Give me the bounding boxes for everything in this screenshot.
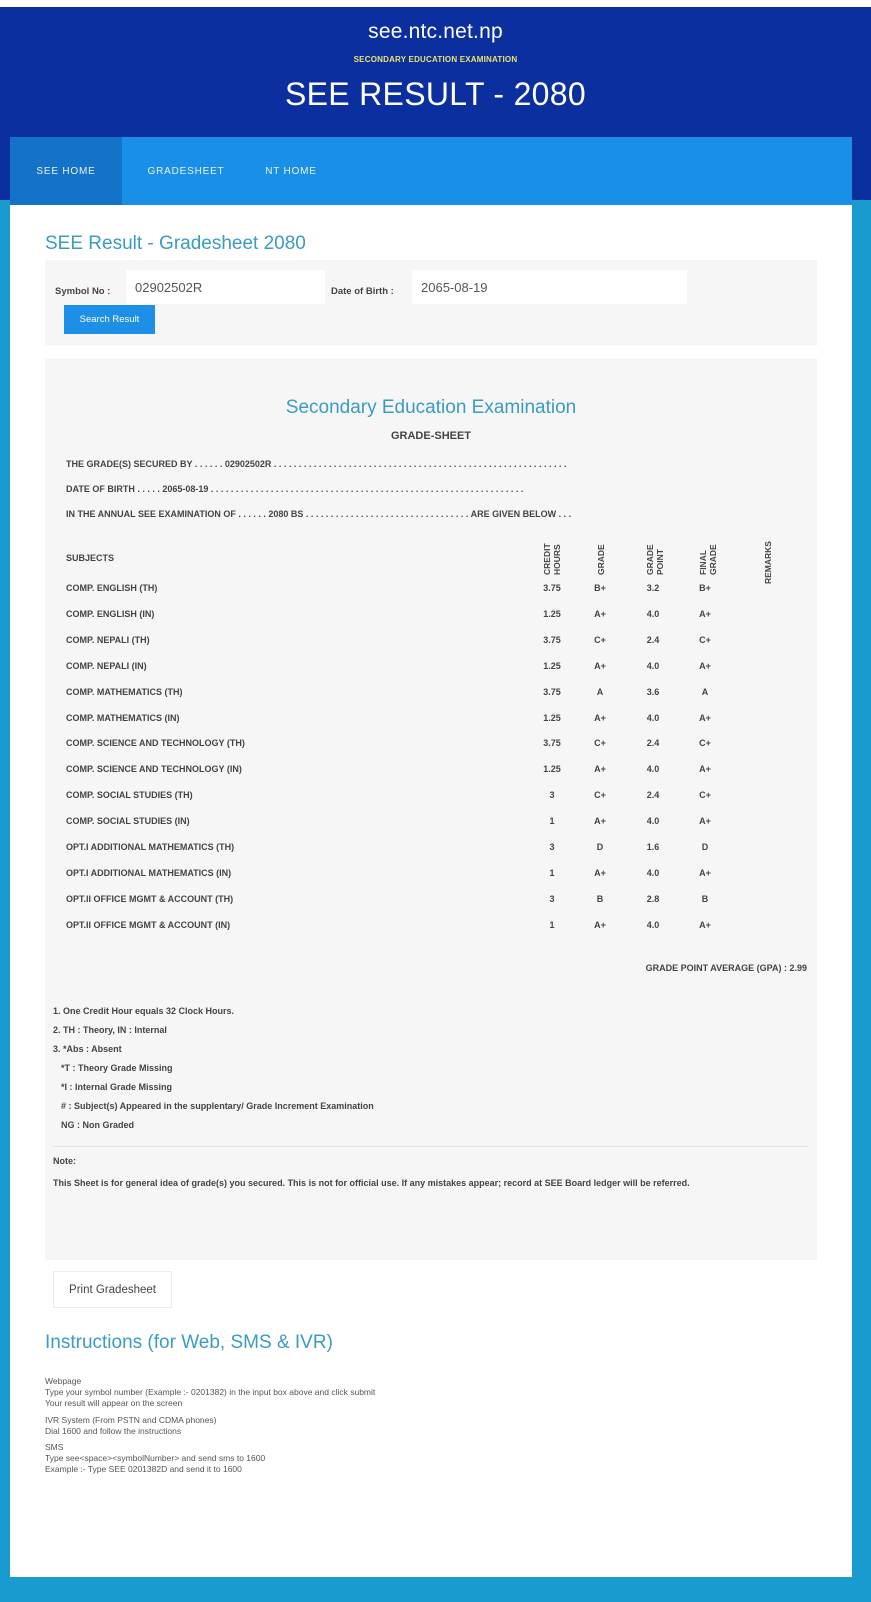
legend-item: *T : Theory Grade Missing bbox=[61, 1063, 173, 1073]
subject-cell: OPT.I ADDITIONAL MATHEMATICS (TH) bbox=[66, 842, 235, 852]
instr-line: IVR System (From PSTN and CDMA phones) bbox=[45, 1415, 217, 1425]
grade-point-cell: 4.0 bbox=[646, 660, 660, 671]
final-grade-cell: C+ bbox=[699, 634, 711, 645]
legend-item: 3. *Abs : Absent bbox=[53, 1044, 122, 1054]
table-row bbox=[45, 816, 817, 842]
instr-line: Type your symbol number (Example :- 0201382) in the input box above and click submit bbox=[45, 1387, 376, 1397]
grade-cell: B+ bbox=[594, 583, 606, 593]
main-container bbox=[10, 205, 852, 1577]
table-row bbox=[45, 868, 817, 894]
grade-cell: A+ bbox=[594, 712, 606, 723]
grade-point-cell: 3.6 bbox=[646, 686, 660, 697]
grade-cell: A+ bbox=[594, 816, 606, 827]
exam-line: IN THE ANNUAL SEE EXAMINATION OF . . . . . . 2080 BS . . . . . . . . . . . . . . . . . . . . . . . . . . . . . . . . . ARE GIVEN BELOW . . . bbox=[66, 509, 572, 519]
instr-line: Type see<space><symbolNumber> and send sms to 1600 bbox=[45, 1453, 266, 1463]
credit-cell: 3.75 bbox=[543, 738, 561, 749]
instr-line: Dial 1600 and follow the instructions bbox=[45, 1426, 182, 1436]
table-row bbox=[45, 920, 817, 946]
instructions-title: Instructions (for Web, SMS & IVR) bbox=[45, 1332, 333, 1353]
credit-cell: 1.25 bbox=[543, 712, 561, 723]
gradesheet-panel bbox=[45, 358, 817, 1260]
credit-cell: 3.75 bbox=[543, 634, 561, 645]
grade-cell: D bbox=[596, 842, 604, 852]
grade-cell: A+ bbox=[594, 764, 606, 775]
gradesheet-title: Secondary Education Examination bbox=[285, 397, 577, 418]
credit-cell: 3.75 bbox=[543, 686, 561, 697]
subject-cell: OPT.II OFFICE MGMT & ACCOUNT (TH) bbox=[66, 893, 234, 904]
instructions-ivr bbox=[45, 1415, 216, 1437]
credit-cell: 3.75 bbox=[543, 583, 561, 593]
final-grade-cell: A+ bbox=[699, 816, 711, 827]
gpa-value: GRADE POINT AVERAGE (GPA) : 2.99 bbox=[645, 963, 807, 973]
table-row bbox=[45, 687, 817, 713]
note-text: This Sheet is for general idea of grade(s) you secured. This is not for official use. If any mistakes appear; record at SEE Board ledger will be referred. bbox=[53, 1178, 690, 1188]
table-row bbox=[45, 609, 817, 635]
credit-cell: 1 bbox=[549, 867, 555, 878]
table-row bbox=[45, 713, 817, 739]
final-grade-cell: A bbox=[701, 686, 709, 697]
credit-cell: 1.25 bbox=[543, 764, 561, 775]
search-heading: SEE Result - Gradesheet 2080 bbox=[45, 233, 306, 254]
dob-label: Date of Birth : bbox=[331, 286, 394, 297]
grade-cell: A+ bbox=[594, 660, 606, 671]
table-row bbox=[45, 583, 817, 609]
grade-point-cell: 2.4 bbox=[646, 738, 660, 749]
subject-cell: COMP. NEPALI (TH) bbox=[66, 634, 150, 645]
credit-cell: 3 bbox=[549, 790, 555, 801]
final-grade-cell: A+ bbox=[699, 712, 711, 723]
instr-line: Webpage bbox=[45, 1376, 82, 1386]
top-strip bbox=[0, 0, 871, 7]
nav-nt-home[interactable]: NT HOME bbox=[265, 165, 317, 177]
print-gradesheet-button[interactable]: Print Gradesheet bbox=[53, 1271, 172, 1308]
divider bbox=[53, 1146, 809, 1147]
nav-gradesheet[interactable]: GRADESHEET bbox=[147, 165, 225, 177]
navbar bbox=[10, 137, 852, 205]
secured-by-line: THE GRADE(S) SECURED BY . . . . . . 02902502R . . . . . . . . . . . . . . . . . . . . . . . . . . . . . . . . . . . . . . . . . . . . . . . . . . . . . . . . . . . bbox=[66, 459, 567, 469]
site-name: see.ntc.net.np bbox=[368, 20, 503, 43]
final-grade-cell: A+ bbox=[699, 867, 711, 878]
page-title: SEE RESULT - 2080 bbox=[285, 76, 586, 112]
subject-cell: COMP. SOCIAL STUDIES (TH) bbox=[66, 790, 193, 801]
credit-cell: 3 bbox=[549, 893, 555, 904]
grade-point-cell: 4.0 bbox=[646, 867, 660, 878]
subject-cell: COMP. MATHEMATICS (IN) bbox=[66, 712, 180, 723]
final-grade-cell: A+ bbox=[699, 608, 711, 619]
nav-see-home[interactable]: SEE HOME bbox=[10, 137, 122, 205]
table-row bbox=[45, 842, 817, 868]
grade-cell: C+ bbox=[594, 738, 606, 749]
subject-cell: OPT.II OFFICE MGMT & ACCOUNT (IN) bbox=[66, 919, 231, 930]
final-grade-cell: D bbox=[701, 842, 709, 852]
search-result-button[interactable]: Search Result bbox=[64, 305, 155, 334]
credit-cell: 1.25 bbox=[543, 660, 561, 671]
grade-point-cell: 2.4 bbox=[646, 634, 660, 645]
legend-item: *I : Internal Grade Missing bbox=[61, 1082, 173, 1092]
subject-cell: COMP. ENGLISH (TH) bbox=[66, 583, 158, 593]
table-row bbox=[45, 661, 817, 687]
grade-point-cell: 2.8 bbox=[646, 893, 660, 904]
grade-cell: A+ bbox=[594, 919, 606, 930]
grade-cell: B bbox=[596, 893, 604, 904]
subject-cell: COMP. ENGLISH (IN) bbox=[66, 608, 155, 619]
final-grade-cell: B+ bbox=[699, 583, 711, 593]
final-grade-cell: B bbox=[701, 893, 709, 904]
col-grade-point: GRADE POINT bbox=[645, 544, 665, 575]
table-row bbox=[45, 790, 817, 816]
subject-cell: COMP. NEPALI (IN) bbox=[66, 660, 147, 671]
credit-cell: 1 bbox=[549, 919, 555, 930]
gradesheet-subtitle: GRADE-SHEET bbox=[390, 430, 472, 442]
table-row bbox=[45, 738, 817, 764]
instr-line: Example :- Type SEE 0201382D and send it to 1600 bbox=[45, 1464, 242, 1474]
final-grade-cell: C+ bbox=[699, 790, 711, 801]
legend bbox=[53, 1006, 374, 1139]
final-grade-cell: A+ bbox=[699, 764, 711, 775]
grade-cell: A bbox=[596, 686, 604, 697]
grade-cell: C+ bbox=[594, 790, 606, 801]
grade-point-cell: 4.0 bbox=[646, 712, 660, 723]
col-final-grade: FINAL GRADE bbox=[698, 544, 718, 575]
final-grade-cell: A+ bbox=[699, 919, 711, 930]
instructions-sms bbox=[45, 1442, 265, 1475]
grade-point-cell: 4.0 bbox=[646, 919, 660, 930]
legend-item: 1. One Credit Hour equals 32 Clock Hours. bbox=[53, 1006, 235, 1016]
credit-cell: 1.25 bbox=[543, 608, 561, 619]
subject-cell: COMP. SOCIAL STUDIES (IN) bbox=[66, 816, 190, 827]
search-form bbox=[45, 260, 817, 346]
instructions-webpage bbox=[45, 1376, 375, 1409]
table-row bbox=[45, 894, 817, 920]
grade-cell: C+ bbox=[594, 634, 606, 645]
grade-cell: A+ bbox=[594, 608, 606, 619]
grade-cell: A+ bbox=[594, 867, 606, 878]
credit-cell: 1 bbox=[549, 816, 555, 827]
grade-point-cell: 4.0 bbox=[646, 608, 660, 619]
grade-point-cell: 4.0 bbox=[646, 764, 660, 775]
subject-cell: OPT.I ADDITIONAL MATHEMATICS (IN) bbox=[66, 867, 232, 878]
dob-input[interactable] bbox=[412, 270, 687, 304]
legend-item: NG : Non Graded bbox=[61, 1120, 135, 1130]
subject-cell: COMP. MATHEMATICS (TH) bbox=[66, 686, 183, 697]
legend-item: # : Subject(s) Appeared in the supplentary/ Grade Increment Examination bbox=[61, 1101, 374, 1111]
final-grade-cell: C+ bbox=[699, 738, 711, 749]
symbol-input[interactable] bbox=[126, 270, 325, 304]
col-subjects: SUBJECTS bbox=[66, 553, 115, 563]
instr-line: SMS bbox=[45, 1442, 64, 1452]
col-grade: GRADE bbox=[596, 544, 606, 575]
subject-cell: COMP. SCIENCE AND TECHNOLOGY (TH) bbox=[66, 738, 245, 749]
exam-label: SECONDARY EDUCATION EXAMINATION bbox=[353, 55, 518, 64]
symbol-label: Symbol No : bbox=[55, 286, 111, 297]
subject-cell: COMP. SCIENCE AND TECHNOLOGY (IN) bbox=[66, 764, 242, 775]
note-label: Note: bbox=[53, 1156, 76, 1166]
credit-cell: 3 bbox=[549, 842, 555, 852]
table-row bbox=[45, 635, 817, 661]
grade-point-cell: 2.4 bbox=[646, 790, 660, 801]
grade-point-cell: 1.6 bbox=[646, 842, 660, 852]
legend-item: 2. TH : Theory, IN : Internal bbox=[53, 1025, 167, 1035]
col-credit-hours: CREDIT HOURS bbox=[542, 543, 562, 575]
grade-point-cell: 3.2 bbox=[646, 583, 660, 593]
col-remarks: REMARKS bbox=[763, 541, 773, 584]
table-row bbox=[45, 764, 817, 790]
grade-point-cell: 4.0 bbox=[646, 816, 660, 827]
final-grade-cell: A+ bbox=[699, 660, 711, 671]
dob-line: DATE OF BIRTH . . . . . 2065-08-19 . . . . . . . . . . . . . . . . . . . . . . . . . . . . . . . . . . . . . . . . . . . . . . . . . . . . . . . . . . . . . . . bbox=[66, 484, 524, 494]
instr-line: Your result will appear on the screen bbox=[45, 1398, 183, 1408]
